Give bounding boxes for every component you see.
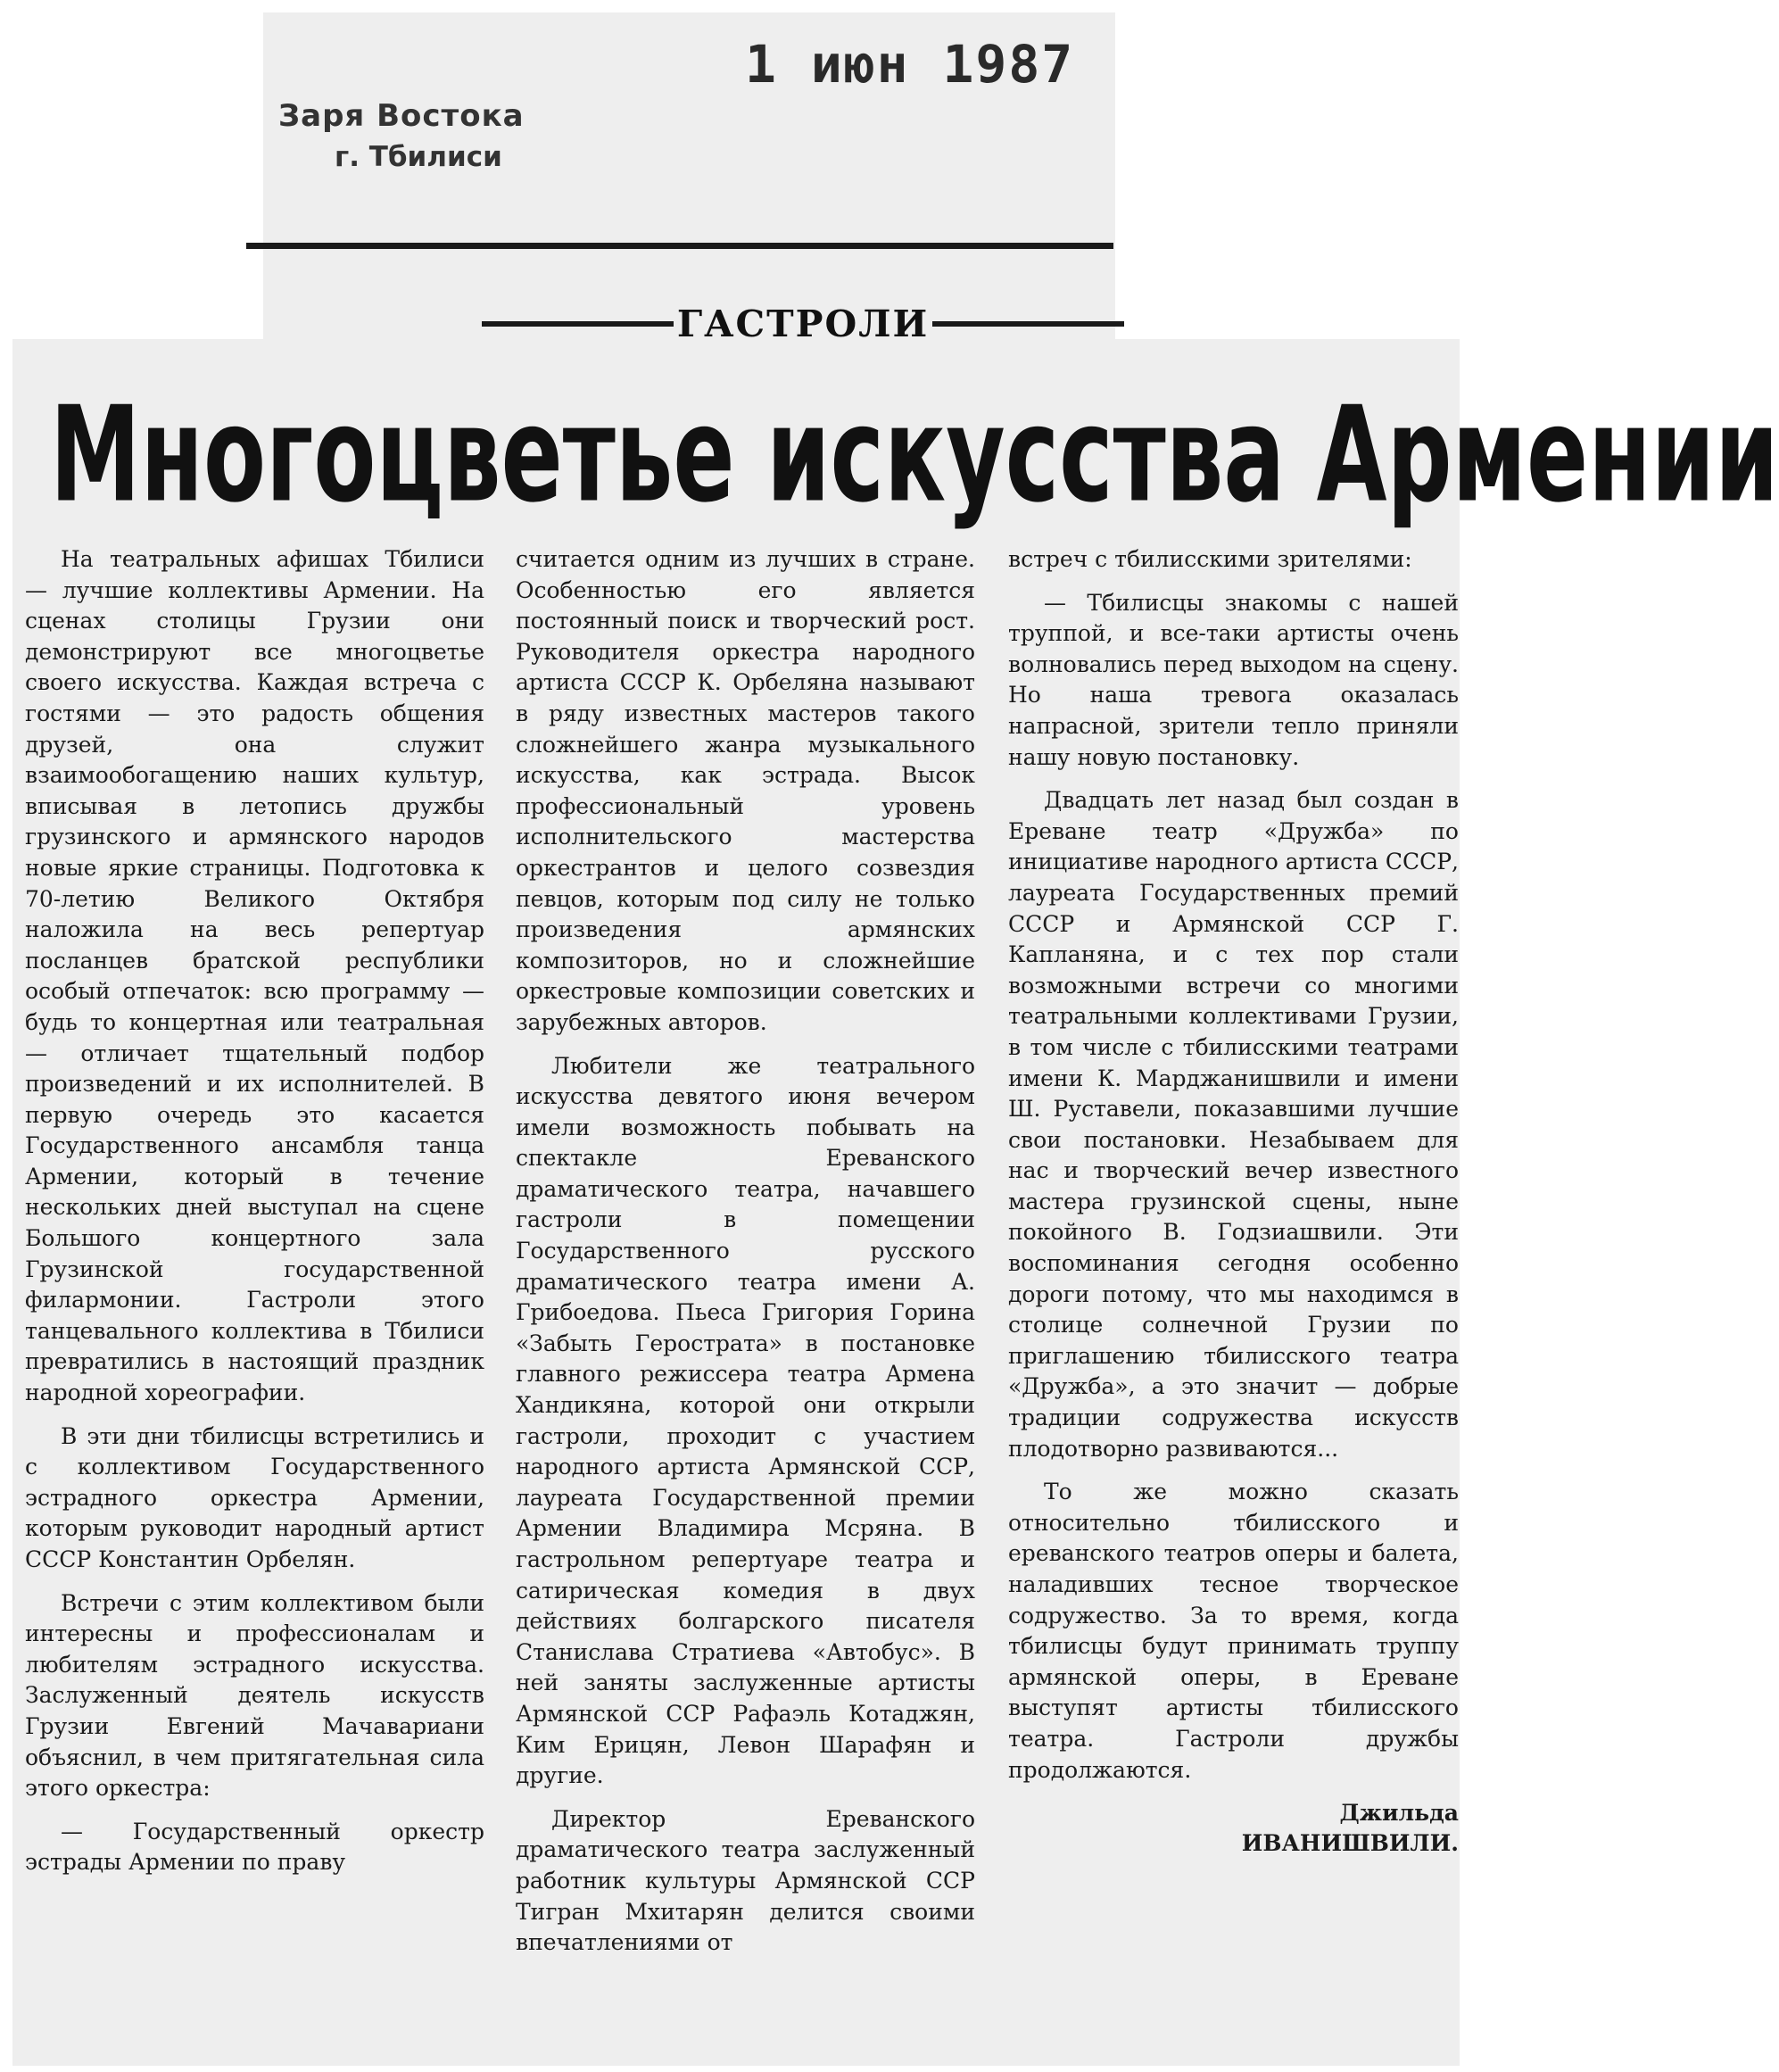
rubric-rule-right [932, 321, 1124, 327]
article-column-3 [1008, 544, 1459, 1859]
paragraph: В эти дни тбилисцы встретились и с коллективом Государственного эстрадного оркестра Армении, которым руководит народный артист СССР Константин Орбелян. [25, 1422, 484, 1572]
paragraph: То же можно сказать относительно тбилисского и ереванского театров оперы и балета, наладивших тесное творческое содружество. За то время, когда тбилисцы будут принимать труппу армянской оперы, в Ереване выступят артисты тбилисского театра. Гастроли дружбы продолжаются. [1008, 1479, 1459, 1783]
paragraph: — Тбилисцы знакомы с нашей труппой, и все-таки артисты очень волновались перед выходом на сцену. Но наша тревога оказалась напрасной, зрители тепло приняли нашу новую постановку. [1008, 589, 1459, 770]
author-last-name: ИВАНИШВИЛИ. [1241, 1830, 1459, 1857]
paragraph: Любители же театрального искусства девятого июня вечером имели возможность побывать на спектакле Ереванского драматического театра, начавшего гастроли в помещении Государственного русского драматического театра имени А. Грибоедова. Пьеса Григория Горина «Забыть Герострата» в постановке главного режиссера театра Армена Хандикяна, которой они открыли гастроли, проходит с участием народного артиста Армянской ССР, лауреата Государственной премии Армении Владимира Мсряна. В гастрольном репертуаре театра и сатирическая комедия в двух действиях болгарского писателя Станислава Стратиева «Автобус». В ней заняты заслуженные артисты Армянской ССР Рафаэль Котаджян, Ким Ерицян, Левон Шарафян и другие. [516, 1052, 975, 1789]
author-first-name: Джильда [1339, 1800, 1459, 1827]
rubric [482, 299, 1124, 349]
rubric-rule-left [482, 321, 674, 327]
publication-stamp: Заря Востока [278, 98, 525, 134]
article-column-1 [25, 544, 484, 1891]
rubric-label: ГАСТРОЛИ [676, 303, 930, 345]
paragraph: встреч с тбилисскими зрителями: [1008, 546, 1412, 572]
date-stamp: 1 июн 1987 [745, 34, 1075, 95]
city-stamp: г. Тбилиси [335, 141, 502, 173]
paragraph: Двадцать лет назад был создан в Ереване театр «Дружба» по инициативе народного артиста СССР, лауреата Государственных премий СССР и Армянской ССР Г. Капланяна, и с тех пор стали возможными встречи со многими театральными коллективами Грузии, в том числе с тбилисскими театрами имени К. Марджанишвили и имени Ш. Руставели, показавшими лучшие свои постановки. Незабываем для нас и творческий вечер известного мастера грузинской сцены, ныне покойного В. Годзиашвили. Эти воспоминания сегодня особенно дороги потому, что мы находимся в столице солнечной Грузии по приглашению тбилисского театра «Дружба», а это значит — добрые традиции содружества искусств плодотворно развиваются... [1008, 787, 1460, 1462]
paragraph: считается одним из лучших в стране. Особенностью его является постоянный поиск и творческий рост. Руководителя оркестра народного артиста СССР К. Орбеляна называют в ряду известных мастеров такого сложнейшего жанра музыкального искусства, как эстрада. Высок профессиональный уровень исполнительского мастерства оркестрантов и целого созвездия певцов, которым под силу не только произведения армянских композиторов, но и сложнейшие оркестровые композиции советских и зарубежных авторов. [516, 546, 975, 1035]
top-rule [246, 243, 1113, 249]
paragraph: Директор Ереванского драматического театра заслуженный работник культуры Армянской ССР Тигран Мхитарян делится своими впечатлениями от [516, 1805, 975, 1956]
paragraph: Встречи с этим коллективом были интересны и профессионалам и любителям эстрадного искусства. Заслуженный деятель искусств Грузии Евгений Мачавариани объяснил, в чем притягательная сила этого оркестра: [25, 1589, 484, 1802]
author-signature [1008, 1798, 1459, 1859]
paragraph: — Государственный оркестр эстрады Армении по праву [25, 1818, 484, 1876]
paragraph: На театральных афишах Тбилиси — лучшие коллективы Армении. На сценах столицы Грузии они демонстрируют все многоцветье своего искусства. Каждая встреча с гостями — это радость общения друзей, она служит взаимообогащению наших культур, вписывая в летопись дружбы грузинского и армянского народов новые яркие страницы. Подготовка к 70-летию Великого Октября наложила на весь репертуар посланцев братской республики особый отпечаток: всю программу — будь то концертная или театральная — отличает тщательный подбор произведений и их исполнителей. В первую очередь это касается Государственного ансамбля танца Армении, который в течение нескольких дней выступал на сцене Большого концертного зала Грузинской государственной филармонии. Гастроли этого танцевального коллектива в Тбилиси превратились в настоящий праздник народной хореографии. [25, 546, 484, 1406]
article-column-2 [516, 544, 975, 1971]
article-title: Многоцветье искусства Армении [50, 378, 1779, 533]
